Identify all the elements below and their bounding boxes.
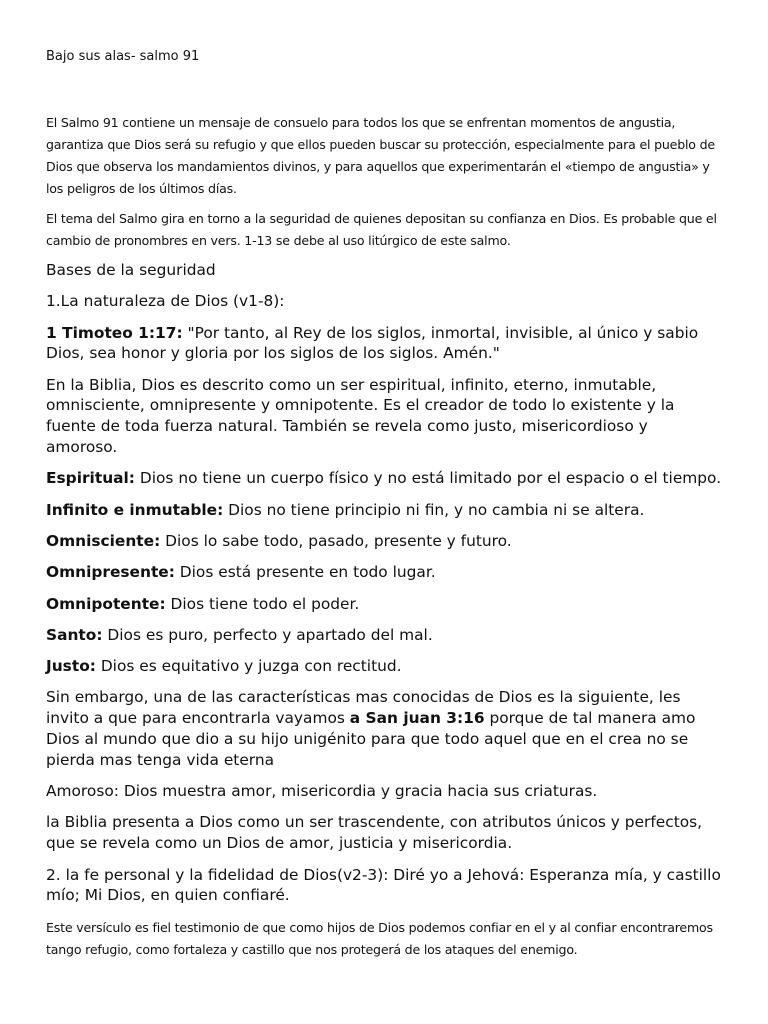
- attribute-term: Santo:: [46, 625, 103, 644]
- john-paragraph: [46, 687, 722, 770]
- attribute-description: Dios es equitativo y juzga con rectitud.: [95, 657, 402, 676]
- summary-paragraph: la Biblia presenta a Dios como un ser trascendente, con atributos únicos y perfectos, que se revela como un Dios de amor, justicia y misericordia.: [46, 813, 703, 853]
- john-reference: a San juan 3:16: [349, 709, 485, 728]
- intro-paragraph-2: El tema del Salmo gira en torno a la seguridad de quienes depositan su confianza en Dios. Es probable que el cambio de pronombres en vers. 1-13 se debe al uso litúrgico de este salmo.: [46, 211, 717, 248]
- attribute-description: Dios lo sabe todo, pasado, presente y futuro.: [160, 531, 512, 550]
- verse-text: "Por tanto, al Rey de los siglos, inmortal, invisible, al único y sabio Dios, sea honor y gloria por los siglos de los siglos. Amén.": [46, 323, 699, 363]
- attribute-omnisciente: [46, 531, 722, 552]
- attribute-omnipresente: [46, 562, 722, 583]
- attribute-infinito: [46, 500, 722, 521]
- intro-paragraph-1: El Salmo 91 contiene un mensaje de consuelo para todos los que se enfrentan momentos de angustia, garantiza que Dios será su refugio y que ellos pueden buscar su protección, especialmente para el pueblo de Dios que observa los mandamientos divinos, y para aquellos que experimentarán el «tiempo de angustia» y los peligros de los últimos días.: [46, 115, 715, 196]
- bases-heading: Bases de la seguridad: [46, 261, 216, 279]
- attribute-santo: [46, 625, 722, 646]
- document-title: Bajo sus alas- salmo 91: [46, 49, 200, 64]
- attribute-espiritual: [46, 468, 722, 489]
- attribute-term: Omnipotente:: [46, 594, 166, 613]
- attribute-term: Infinito e inmutable:: [46, 500, 224, 519]
- point-2-paragraph: 2. la fe personal y la fidelidad de Dios(v2-3): Diré yo a Jehová: Esperanza mía, y castillo mío; Mi Dios, en quien confiaré.: [46, 865, 721, 905]
- attribute-description: Dios es puro, perfecto y apartado del mal.: [102, 625, 433, 644]
- attribute-justo: [46, 656, 722, 677]
- attribute-term: Justo:: [46, 657, 96, 676]
- attribute-description: Dios está presente en todo lugar.: [174, 563, 436, 582]
- attribute-description: Dios no tiene un cuerpo físico y no está limitado por el espacio o el tiempo.: [134, 469, 722, 488]
- verse-reference: 1 Timoteo 1:17:: [46, 323, 183, 342]
- attribute-description: Dios tiene todo el poder.: [165, 594, 360, 613]
- attribute-omnipotente: [46, 594, 722, 615]
- john-verse-text: porque de tal manera amo Dios al mundo que dio a su hijo unigénito para que todo aquel que en el crea no se pierda mas tenga vida eterna: [46, 709, 696, 769]
- attribute-term: Espiritual:: [46, 469, 135, 488]
- closing-paragraph: Este versículo es fiel testimonio de que como hijos de Dios podemos confiar en el y al confiar encontraremos tango refugio, como fortaleza y castillo que nos protegerá de los ataques del enemigo.: [46, 919, 713, 957]
- attribute-description: Dios no tiene principio ni fin, y no cambia ni se altera.: [223, 500, 645, 519]
- verse-paragraph: [46, 323, 722, 365]
- bible-description: En la Biblia, Dios es descrito como un ser espiritual, infinito, eterno, inmutable, omnisciente, omnipresente y omnipotente. Es el creador de todo lo existente y la fuente de toda fuerza natural. También se revela como justo, misericordioso y amoroso.: [46, 375, 675, 457]
- point-1-heading: 1.La naturaleza de Dios (v1-8):: [46, 292, 285, 311]
- attribute-term: Omnipresente:: [46, 563, 175, 582]
- amoroso-paragraph: Amoroso: Dios muestra amor, misericordia y gracia hacia sus criaturas.: [46, 782, 598, 801]
- attribute-term: Omnisciente:: [46, 531, 161, 550]
- john-intro-text: Sin embargo, una de las características mas conocidas de Dios es la siguiente, les invito a que para encontrarla vayamos: [46, 688, 681, 728]
